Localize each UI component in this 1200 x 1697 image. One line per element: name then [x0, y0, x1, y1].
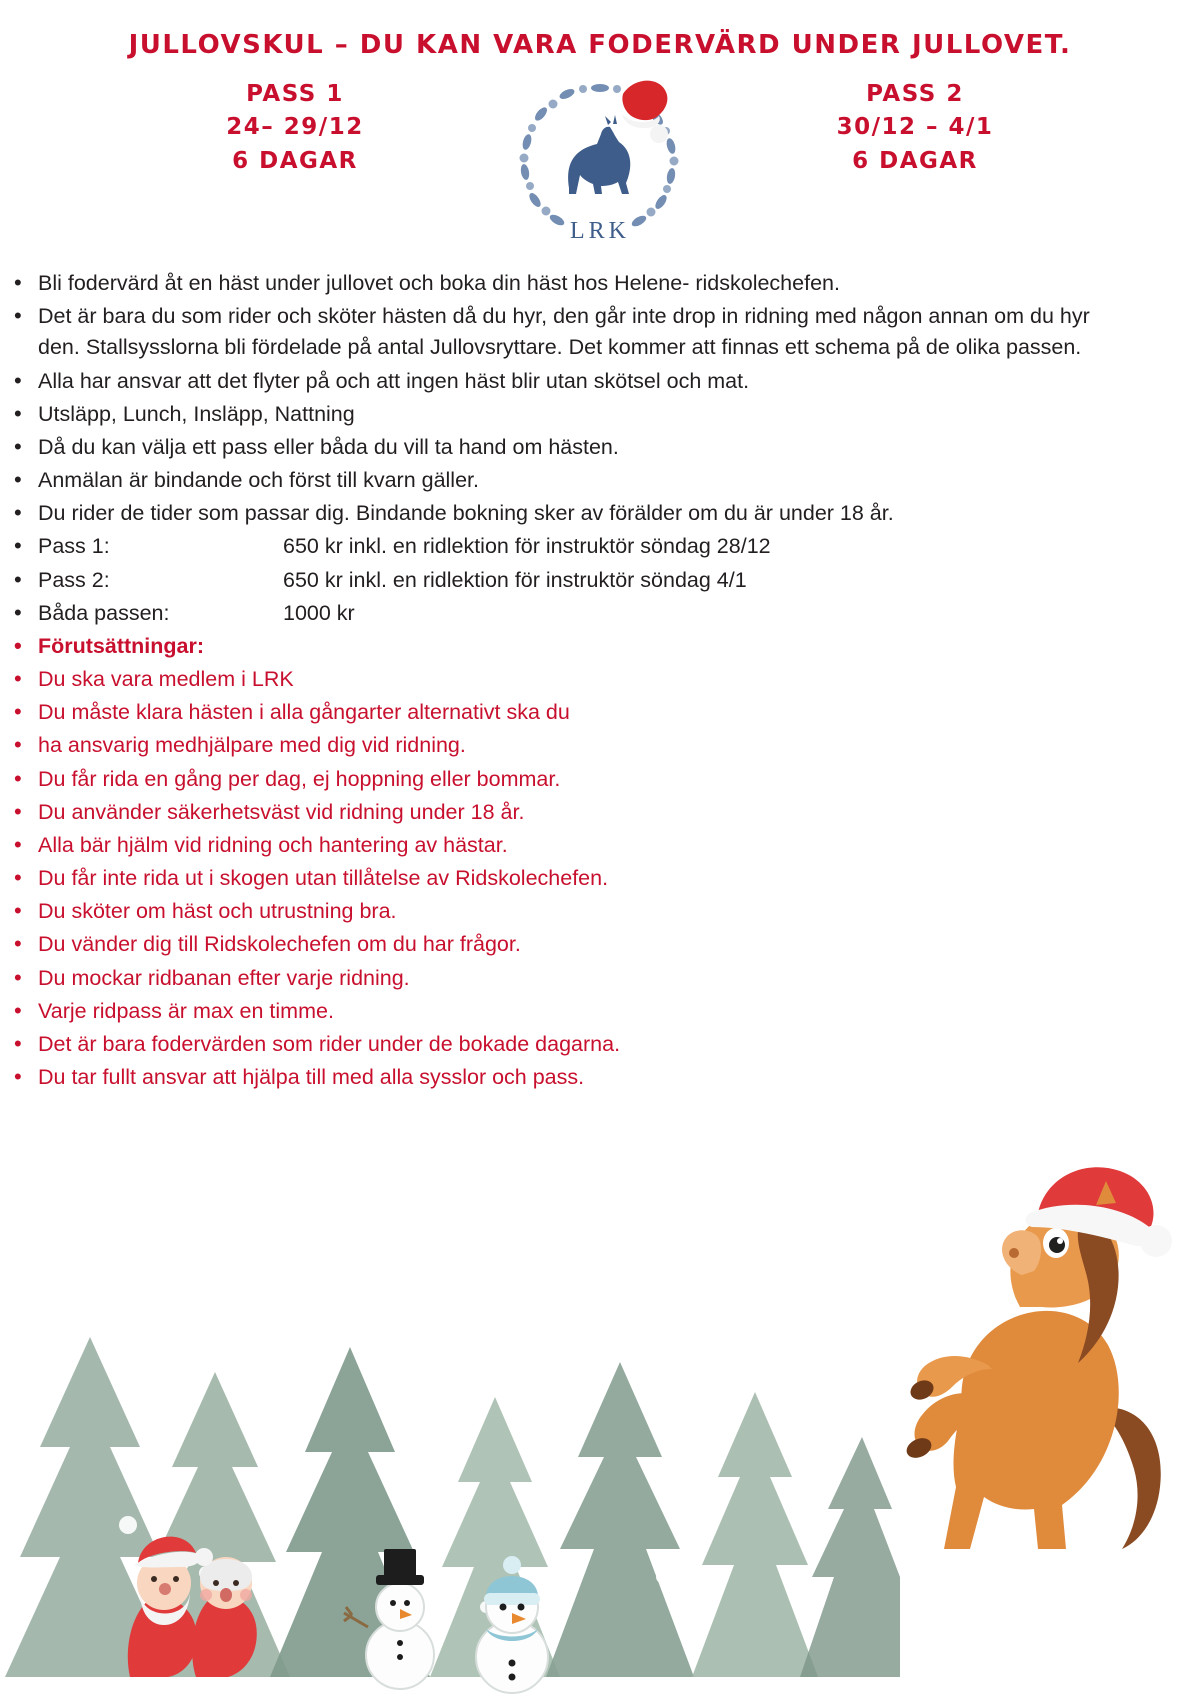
terms-item: • Du tar fullt ansvar att hjälpa till med alla sysslor och pass.	[0, 1062, 1000, 1093]
poster-header	[0, 0, 1200, 255]
pass-1-name: PASS 1	[246, 81, 344, 107]
terms-item: • Du sköter om häst och utrustning bra.	[0, 896, 1000, 927]
horse-illustration	[870, 1157, 1190, 1577]
list-item: • Bli fodervärd åt en häst under jullovet och boka din häst hos Helene- ridskolechefen.	[0, 268, 1090, 299]
terms-item: • Varje ridpass är max en timme.	[0, 996, 1000, 1027]
pass-2-name: PASS 2	[866, 81, 964, 107]
poster-content	[0, 268, 1200, 1095]
lrk-logo-text: LRK	[570, 218, 630, 244]
pass-1-dates: 24– 29/12	[226, 114, 364, 141]
lrk-logo	[505, 76, 695, 251]
horse-muzzle-icon	[1002, 1230, 1041, 1275]
terms-item: • Du ska vara medlem i LRK	[0, 664, 1000, 695]
price-label: Pass 1:	[38, 534, 110, 559]
terms-item: • Det är bara fodervärden som rider under de bokade dagarna.	[0, 1029, 1000, 1060]
price-label: Båda passen:	[38, 600, 170, 625]
price-label: Pass 2:	[38, 567, 110, 592]
pine-tree-icon	[546, 1362, 694, 1677]
terms-item: • Du får inte rida ut i skogen utan tillåtelse av Ridskolechefen.	[0, 863, 1000, 894]
terms-item: • Alla bär hjälm vid ridning och hantering av hästar.	[0, 830, 1000, 861]
forest-illustration	[0, 1277, 900, 1697]
pass-2-block	[780, 78, 1050, 178]
terms-item: • Du använder säkerhetsväst vid ridning under 18 år.	[0, 797, 1000, 828]
pass-1-block	[160, 78, 430, 178]
price-row	[0, 598, 1000, 629]
pass-2-dates: 30/12 – 4/1	[836, 114, 994, 141]
pass-1-days: 6 DAGAR	[232, 147, 358, 174]
pine-tree-icon	[692, 1392, 818, 1677]
page-title: JULLOVSKUL – DU KAN VARA FODERVÄRD UNDER JULLOVET.	[128, 30, 1072, 60]
list-item: • Du rider de tider som passar dig. Bindande bokning sker av förälder om du är under 18 år.	[0, 498, 1090, 529]
horse-silhouette-icon	[568, 115, 630, 194]
price-list	[0, 531, 1000, 629]
price-row	[0, 531, 1000, 562]
pine-tree-icon	[800, 1437, 900, 1677]
list-item: • Då du kan välja ett pass eller båda du vill ta hand om hästen.	[0, 432, 1090, 463]
price-row	[0, 565, 1000, 596]
info-list	[0, 268, 1090, 529]
list-item: • Utsläpp, Lunch, Insläpp, Nattning	[0, 399, 1090, 430]
price-value: 650 kr inkl. en ridlektion för instruktör söndag 28/12	[283, 534, 771, 559]
list-item: • Anmälan är bindande och först till kvarn gäller.	[0, 465, 1090, 496]
santa-hat-icon	[622, 81, 668, 143]
terms-list	[0, 631, 1000, 1093]
terms-item: • Du får rida en gång per dag, ej hoppning eller bommar.	[0, 764, 1000, 795]
terms-item: • Du mockar ridbanan efter varje ridning.	[0, 963, 1000, 994]
list-item: • Alla har ansvar att det flyter på och att ingen häst blir utan skötsel och mat.	[0, 366, 1090, 397]
terms-item: • Du vänder dig till Ridskolechefen om du har frågor.	[0, 929, 1000, 960]
list-item: • Det är bara du som rider och sköter hästen då du hyr, den går inte drop in ridning med någon annan om du hyr den. Stallsysslorna bli fördelade på antal Jullovsryttare. Det kommer att finnas ett schema på de olika passen.	[0, 301, 1090, 363]
terms-heading: • Förutsättningar:	[0, 631, 1000, 662]
terms-item: • Du måste klara hästen i alla gångarter alternativt ska du	[0, 697, 1000, 728]
terms-item: • ha ansvarig medhjälpare med dig vid ridning.	[0, 730, 1000, 761]
price-value: 1000 kr	[283, 600, 355, 625]
price-value: 650 kr inkl. en ridlektion för instruktör söndag 4/1	[283, 567, 747, 592]
pass-2-days: 6 DAGAR	[852, 147, 978, 174]
